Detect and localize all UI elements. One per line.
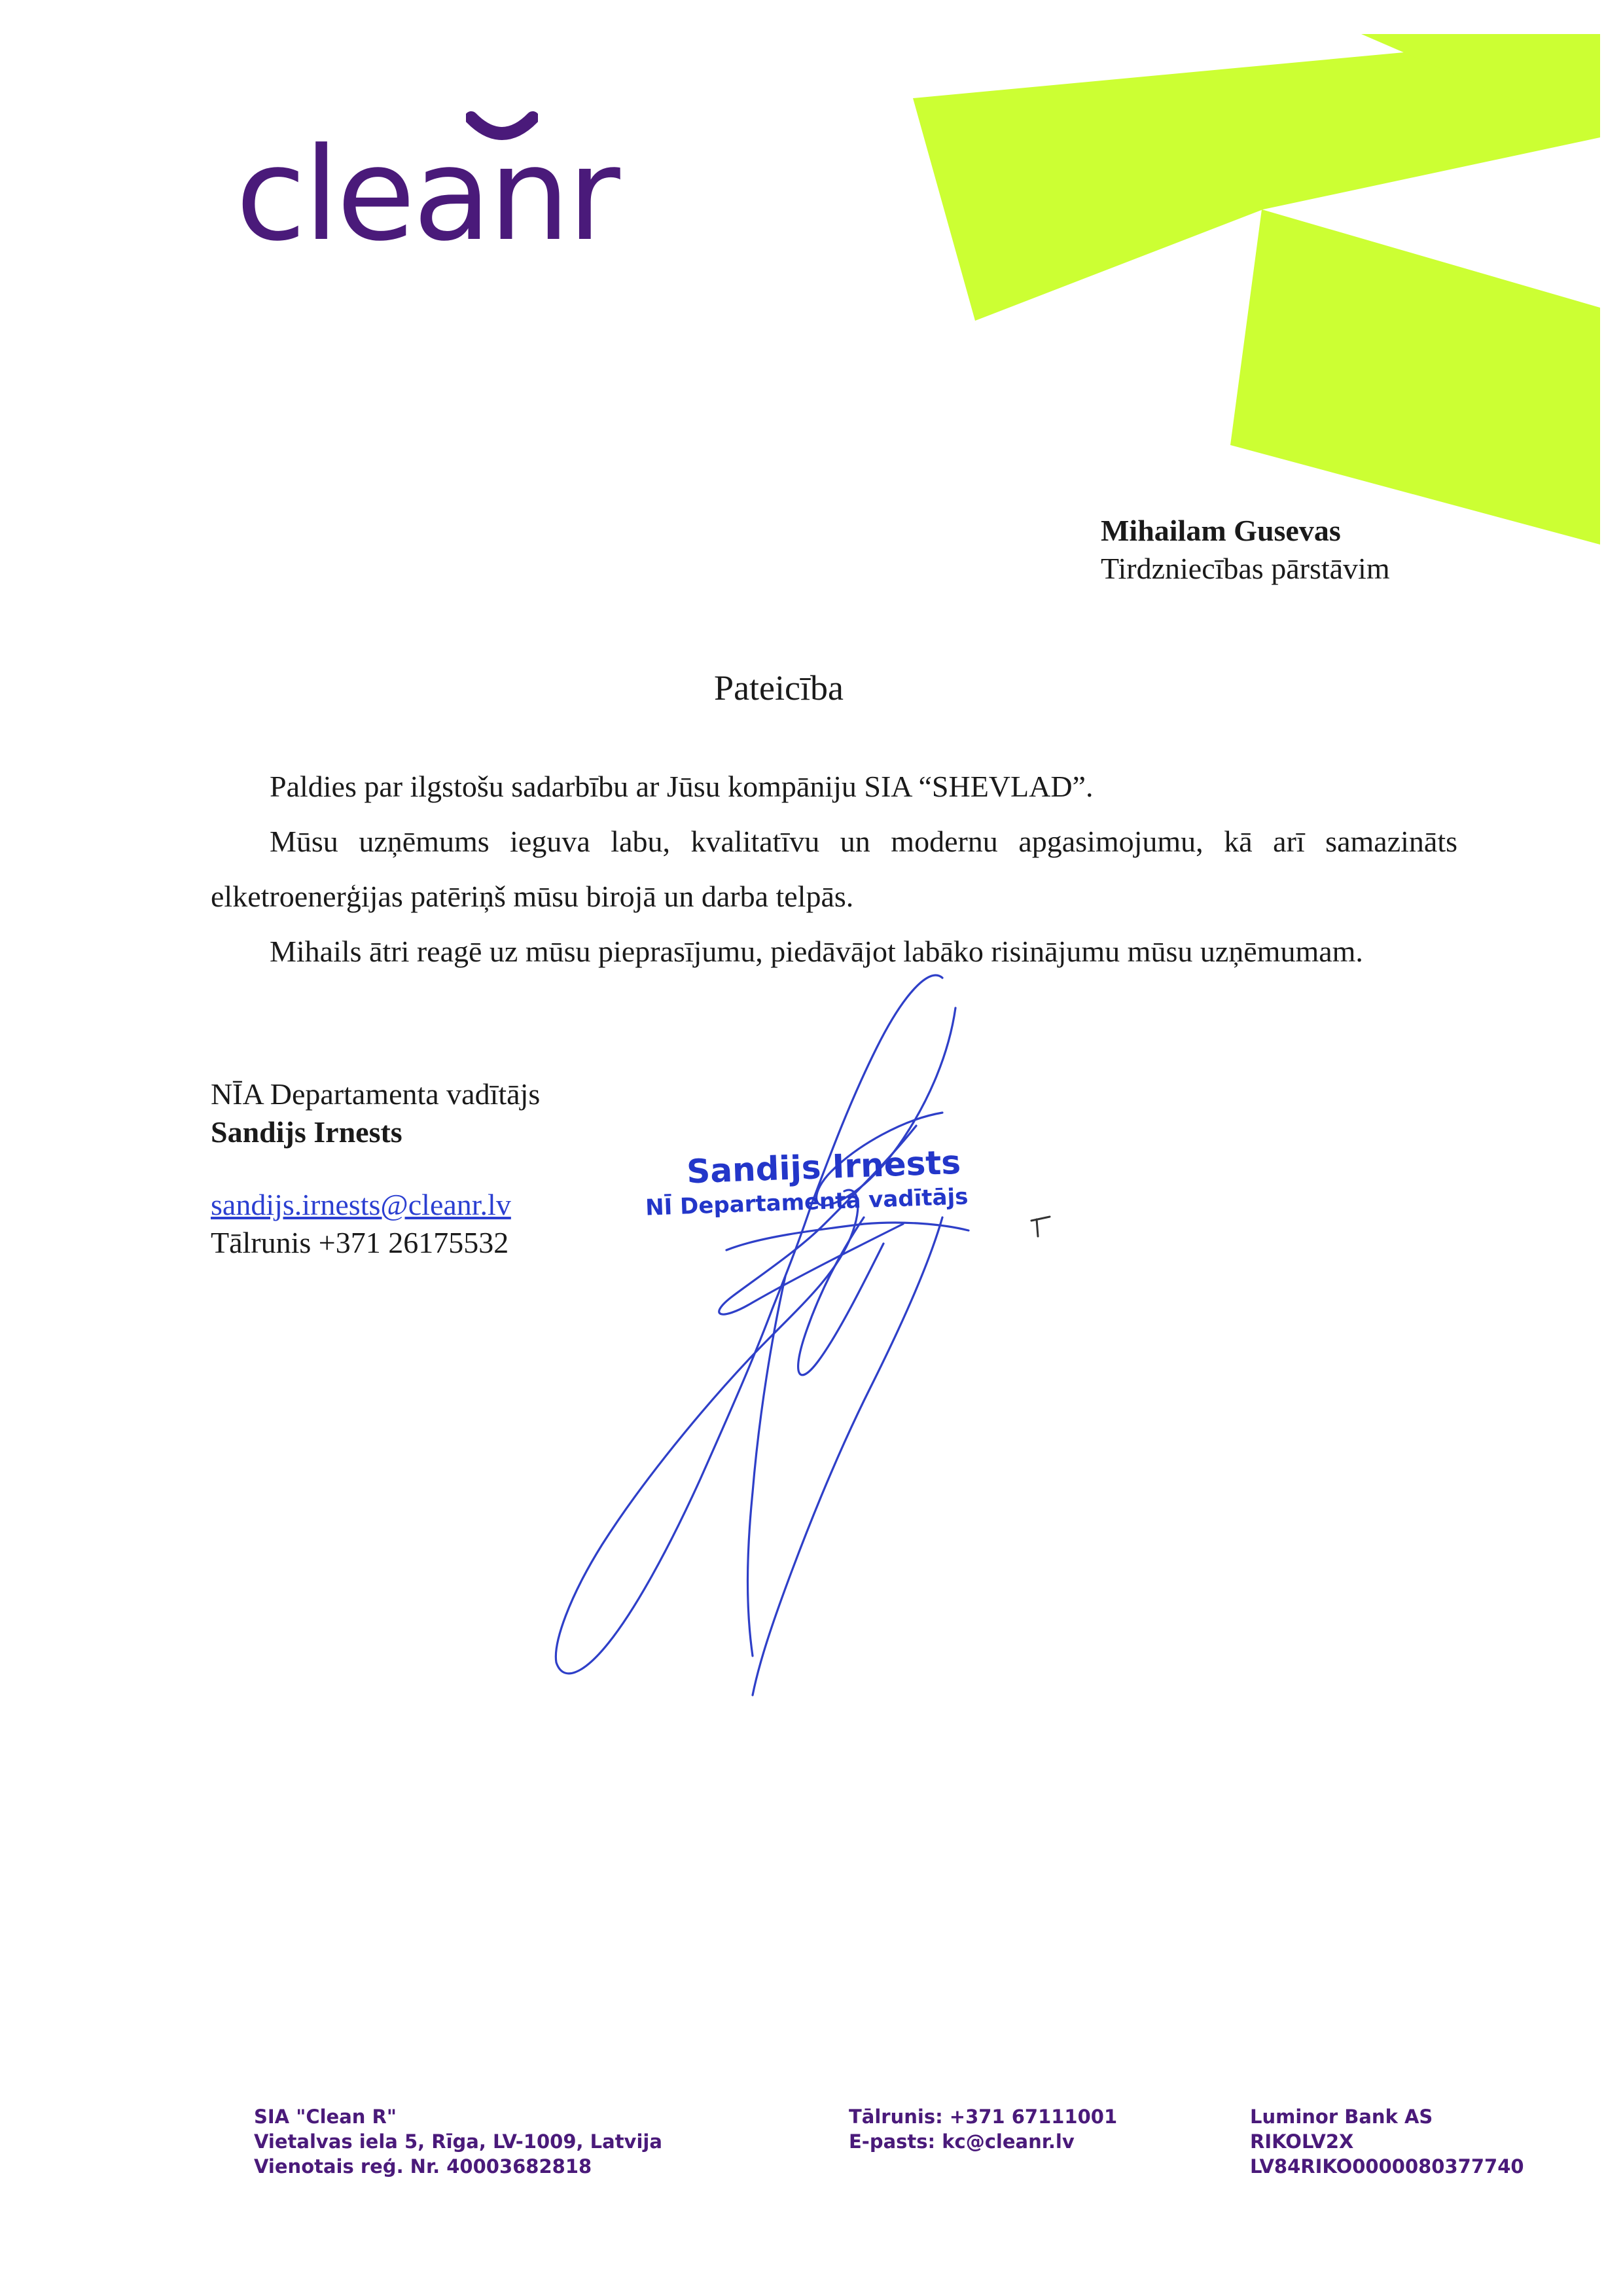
company-logo <box>236 120 618 270</box>
footer-bank-account: LV84RIKO0000080377740 <box>1250 2155 1524 2178</box>
footer-contacts <box>849 2104 1117 2154</box>
signatory-position: NĪA Departamenta vadītājs <box>211 1077 541 1111</box>
footer-bank <box>1250 2104 1524 2179</box>
signature-stamp <box>643 1143 969 1221</box>
footer-company-reg: Vienotais reģ. Nr. 40003682818 <box>254 2155 592 2178</box>
stamp-position: NĪ Departamenta vadītājs <box>645 1183 969 1221</box>
stamp-name: Sandijs Irnests <box>686 1143 961 1191</box>
body-paragraph: Paldies par ilgstošu sadarbību ar Jūsu kompāniju SIA “SHEVLAD”. <box>270 770 1094 803</box>
recipient-block <box>1101 512 1390 588</box>
footer-bank-name: Luminor Bank AS <box>1250 2106 1433 2128</box>
signatory-phone: Tālrunis +371 26175532 <box>211 1226 509 1259</box>
body-paragraph: Mihails ātri reagē uz mūsu pieprasījumu, piedāvājot labāko risinājumu mūsu uzņēmumam. <box>270 935 1363 968</box>
deco-shape-lower <box>1230 209 1600 545</box>
recipient-name: Mihailam Gusevas <box>1101 514 1341 547</box>
signatory-name: Sandijs Irnests <box>211 1115 402 1149</box>
letter-title: Pateicība <box>714 668 844 708</box>
decorative-shapes <box>0 0 1623 589</box>
footer-company-address: Vietalvas iela 5, Rīga, LV-1009, Latvija <box>254 2130 662 2153</box>
recipient-position: Tirdzniecības pārstāvim <box>1101 552 1390 585</box>
letter-body <box>211 759 1457 979</box>
signatory-email-link[interactable]: sandijs.irnests@cleanr.lv <box>211 1188 511 1221</box>
footer-company <box>254 2104 662 2179</box>
logo-text: cleanr <box>236 120 618 270</box>
logo-accent-mark <box>466 111 538 151</box>
footer-company-name: SIA "Clean R" <box>254 2106 397 2128</box>
footer-bank-swift: RIKOLV2X <box>1250 2130 1354 2153</box>
body-paragraph: Mūsu uzņēmums ieguva labu, kvalitatīvu un modernu apgasimojumu, kā arī samazināts elketroenerģijas patēriņš mūsu birojā un darba telpās. <box>211 825 1457 913</box>
footer-phone: Tālrunis: +371 67111001 <box>849 2106 1118 2128</box>
handwritten-signature <box>445 969 1034 1721</box>
footer-email[interactable]: E-pasts: kc@cleanr.lv <box>849 2130 1075 2153</box>
pen-tick-mark <box>1027 1214 1054 1240</box>
